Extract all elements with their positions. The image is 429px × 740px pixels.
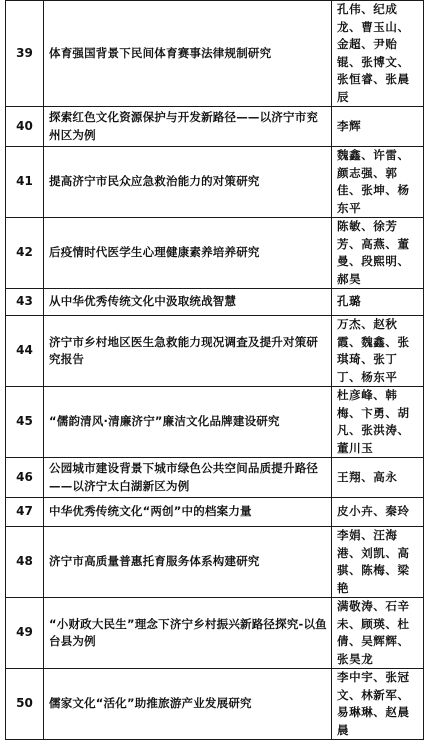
table-row bbox=[6, 527, 424, 598]
project-title: 儒家文化“活化”助推旅游产业发展研究 bbox=[44, 669, 332, 740]
table-row bbox=[6, 669, 424, 740]
project-title: 济宁市高质量普惠托育服务体系构建研究 bbox=[44, 527, 332, 598]
project-members: 孔璐 bbox=[332, 289, 424, 316]
project-members: 万杰、赵秋霞、魏鑫、张琪琦、张丁丁、杨东平 bbox=[332, 316, 424, 387]
project-title: “小财政大民生”理念下济宁乡村振兴新路径探究-以鱼台县为例 bbox=[44, 598, 332, 669]
project-members: 李辉 bbox=[332, 107, 424, 147]
row-number: 41 bbox=[6, 147, 44, 218]
table-row bbox=[6, 458, 424, 498]
project-members: 杜彦峰、韩梅、卞勇、胡凡、张洪涛、董川玉 bbox=[332, 387, 424, 458]
row-number: 43 bbox=[6, 289, 44, 316]
project-members: 王翔、高永 bbox=[332, 458, 424, 498]
table-row bbox=[6, 316, 424, 387]
table-row bbox=[6, 147, 424, 218]
project-list-sheet bbox=[5, 0, 423, 737]
table-row bbox=[6, 498, 424, 527]
project-members: 陈敏、徐芳芳、高燕、董曼、段熙明、郝昊 bbox=[332, 218, 424, 289]
project-members: 皮小卉、秦玲 bbox=[332, 498, 424, 527]
table-row bbox=[6, 107, 424, 147]
project-title: 中华优秀传统文化“两创”中的档案力量 bbox=[44, 498, 332, 527]
project-members: 李娟、汪海港、刘凯、高骐、陈梅、梁艳 bbox=[332, 527, 424, 598]
row-number: 48 bbox=[6, 527, 44, 598]
project-title: 体育强国背景下民间体育赛事法律规制研究 bbox=[44, 1, 332, 107]
project-title: 提高济宁市民众应急救治能力的对策研究 bbox=[44, 147, 332, 218]
project-members: 魏鑫、许雷、颜志强、郭佳、张坤、杨东平 bbox=[332, 147, 424, 218]
table-row bbox=[6, 218, 424, 289]
table-row bbox=[6, 387, 424, 458]
row-number: 44 bbox=[6, 316, 44, 387]
row-number: 45 bbox=[6, 387, 44, 458]
project-title: 济宁市乡村地区医生急救能力现况调查及提升对策研究报告 bbox=[44, 316, 332, 387]
row-number: 40 bbox=[6, 107, 44, 147]
project-title: 探索红色文化资源保护与开发新路径——以济宁市兖州区为例 bbox=[44, 107, 332, 147]
row-number: 42 bbox=[6, 218, 44, 289]
project-title: 公园城市建设背景下城市绿色公共空间品质提升路径——以济宁太白湖新区为例 bbox=[44, 458, 332, 498]
table-row bbox=[6, 289, 424, 316]
project-members: 李中宇、张冠文、林新军、易琳琳、赵晨晨 bbox=[332, 669, 424, 740]
project-members: 满敬涛、石辛未、顾瑛、杜倩、吴辉辉、张昊龙 bbox=[332, 598, 424, 669]
row-number: 50 bbox=[6, 669, 44, 740]
project-members: 孔伟、纪成龙、曹玉山、金超、尹贻锟、张博文、张恒睿、张晨辰 bbox=[332, 1, 424, 107]
row-number: 46 bbox=[6, 458, 44, 498]
row-number: 49 bbox=[6, 598, 44, 669]
project-title: 从中华优秀传统文化中汲取统战智慧 bbox=[44, 289, 332, 316]
project-title: 后疫情时代医学生心理健康素养培养研究 bbox=[44, 218, 332, 289]
project-title: “儒韵清风·清廉济宁”廉洁文化品牌建设研究 bbox=[44, 387, 332, 458]
row-number: 39 bbox=[6, 1, 44, 107]
table-row bbox=[6, 598, 424, 669]
row-number: 47 bbox=[6, 498, 44, 527]
table-row bbox=[6, 1, 424, 107]
project-table bbox=[5, 0, 424, 740]
